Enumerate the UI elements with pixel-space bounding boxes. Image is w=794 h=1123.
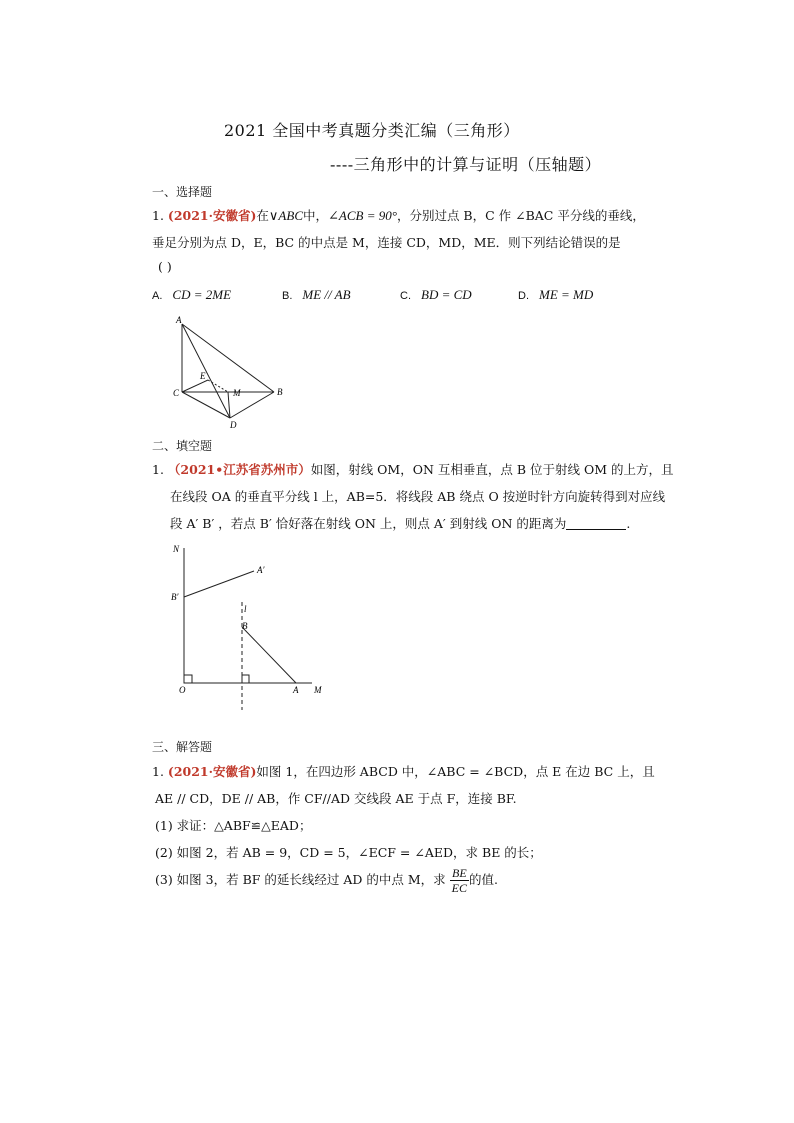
page-subtitle: ----三角形中的计算与证明（压轴题） (330, 155, 602, 174)
q2-figure (168, 540, 338, 715)
label-M: M (314, 685, 322, 695)
q3-part2: (2) 如图 2，若 AB = 9，CD = 5，∠ECF = ∠AED，求 BE 的长； (155, 845, 542, 860)
q2-text-3: 段 A′ B′ ，若点 B′ 恰好落在射线 ON 上，则点 A′ 到射线 ON 的距离为 (170, 516, 567, 531)
section-answer-heading: 三、解答题 (152, 740, 213, 754)
option-b-text: ME // AB (302, 287, 351, 302)
q1-line2: 垂足分别为点 D，E，BC 的中点是 M，连接 CD，MD，ME．则下列结论错误的是 (152, 235, 621, 250)
q3-line1 (152, 762, 655, 780)
q1-line1 (152, 206, 645, 224)
fraction-denominator: EC (451, 881, 468, 895)
q1-option-c[interactable] (400, 287, 472, 303)
q1-angle: ∠ACB = 90° (328, 208, 397, 223)
label-C: C (173, 388, 180, 398)
q3-part3-text-b: 的值. (469, 872, 498, 887)
seg-A-prime-B-prime (184, 571, 254, 597)
q2-end: . (626, 516, 631, 531)
seg-CD (182, 392, 230, 418)
option-c-text: BD = CD (421, 287, 472, 302)
edge-AB (182, 324, 274, 392)
q3-source: (2021·安徽省) (167, 764, 257, 779)
option-d-text: ME = MD (539, 287, 594, 302)
label-B-prime: B′ (171, 592, 179, 602)
q3-line2: AE // CD，DE // AB，作 CF//AD 交线段 AE 于点 F，连接 BF. (155, 791, 517, 806)
label-A-prime: A′ (257, 565, 265, 575)
option-b-label: B. (282, 290, 293, 302)
label-l: l (244, 604, 247, 614)
option-d-label: D. (518, 290, 529, 302)
option-c-label: C. (400, 290, 411, 302)
section-fill-heading: 二、填空题 (152, 439, 213, 453)
section-choice-heading: 一、选择题 (152, 185, 213, 199)
page-title: 2021 全国中考真题分类汇编（三角形） (224, 121, 520, 140)
label-B: B (242, 621, 248, 631)
q2-number: 1. (152, 462, 164, 477)
q2-line1 (152, 460, 674, 478)
q2-line3 (170, 514, 630, 532)
q2-line2: 在线段 OA 的垂直平分线 l 上，AB=5．将线段 AB 绕点 O 按逆时针方向旋转得到对应线 (170, 489, 666, 504)
q1-option-d[interactable] (518, 287, 593, 303)
label-E: E (200, 371, 206, 381)
q2-source: （2021•江苏省苏州市） (167, 462, 311, 477)
q1-text-a: 在 (256, 208, 269, 223)
q1-figure (170, 312, 300, 434)
label-O: O (179, 685, 186, 695)
q3-fraction (450, 866, 469, 895)
option-a-text: CD = 2ME (172, 287, 232, 302)
q3-part3 (155, 866, 498, 895)
option-a-label: A. (152, 290, 163, 302)
bisector-AD (182, 324, 230, 418)
q3-number: 1. (152, 764, 164, 779)
fraction-numerator: BE (450, 866, 469, 881)
right-angle-l (242, 675, 249, 683)
q3-text-1: 如图 1，在四边形 ABCD 中，∠ABC = ∠BCD，点 E 在边 BC 上，且 (256, 764, 655, 779)
q1-option-b[interactable] (282, 287, 351, 303)
label-A: A (293, 685, 299, 695)
q1-triangle: ∨ABC (268, 208, 303, 223)
label-B: B (277, 387, 283, 397)
right-angle-O (184, 675, 192, 683)
q1-source: (2021·安徽省) (167, 208, 257, 223)
label-M: M (233, 388, 241, 398)
q3-part1: (1) 求证：△ABF≌△EAD； (155, 818, 312, 833)
seg-AB (242, 627, 296, 683)
q1-text-b: 中， (303, 208, 329, 223)
q1-number: 1. (152, 208, 164, 223)
q1-option-a[interactable] (152, 287, 231, 303)
label-D: D (230, 420, 237, 430)
q3-part3-text-a: (3) 如图 3，若 BF 的延长线经过 AD 的中点 M，求 (155, 872, 446, 887)
q1-text-c: ，分别过点 B，C 作 ∠BAC 平分线的垂线， (396, 208, 645, 223)
label-A: A (176, 315, 182, 325)
q2-answer-blank[interactable] (566, 517, 626, 530)
q2-text-1: 如图，射线 OM，ON 互相垂直，点 B 位于射线 OM 的上方，且 (310, 462, 674, 477)
seg-CE (182, 380, 208, 392)
q1-paren: ( ) (158, 259, 172, 274)
label-N: N (173, 544, 180, 554)
